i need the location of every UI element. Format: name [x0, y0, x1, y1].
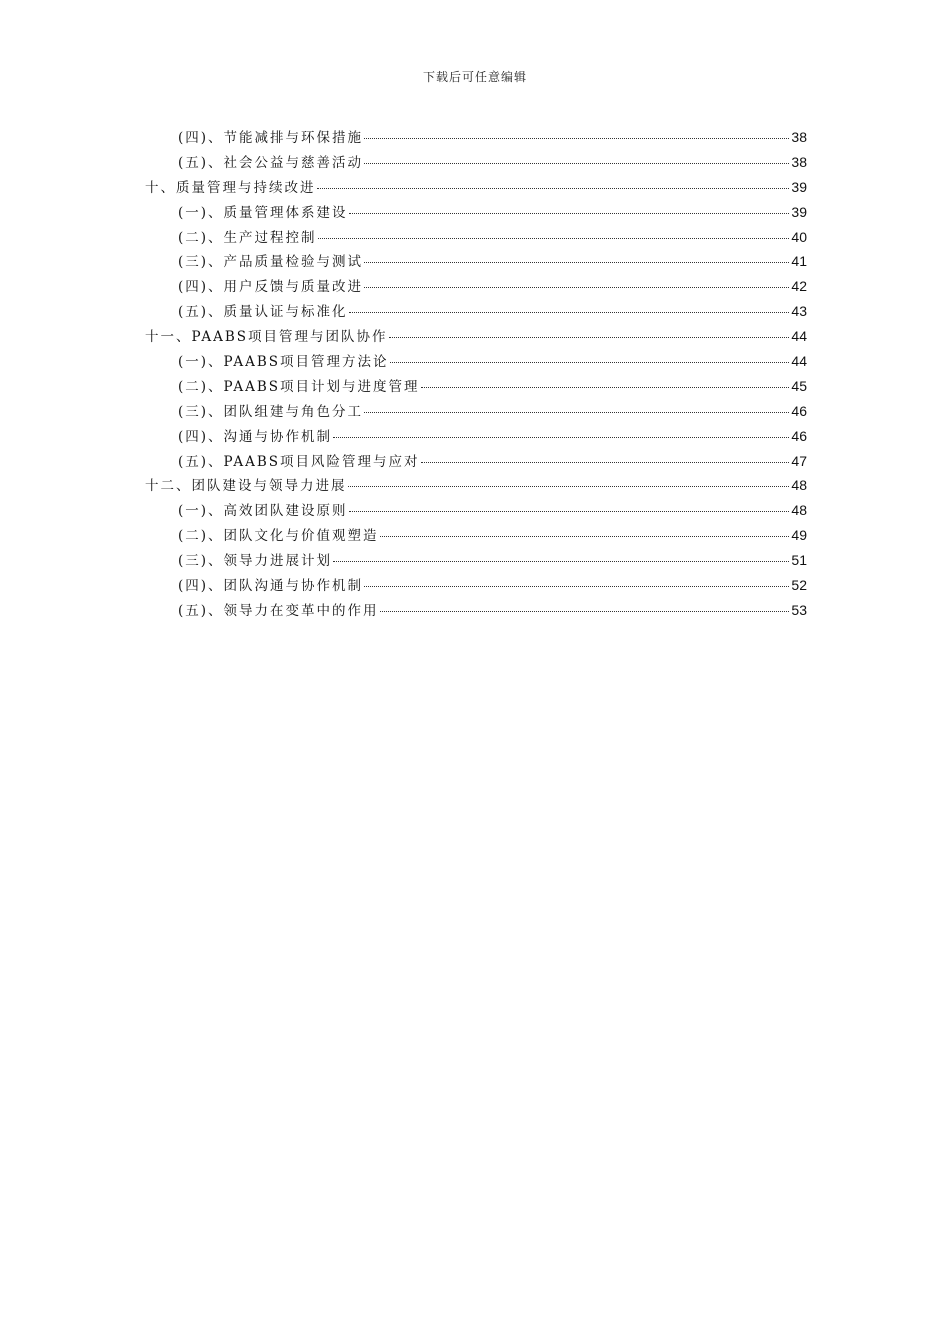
toc-page-number: 48: [791, 502, 807, 519]
toc-entry-title: (五)、领导力在变革中的作用: [178, 602, 379, 619]
toc-section-entry[interactable]: [145, 499, 807, 524]
toc-entry-title: (五)、社会公益与慈善活动: [178, 154, 364, 171]
toc-entry-title: (五)、质量认证与标准化: [178, 304, 348, 321]
toc-page-number: 43: [791, 303, 807, 320]
toc-section-entry[interactable]: [145, 226, 807, 251]
toc-dot-leader: [333, 437, 789, 438]
toc-page-number: 49: [791, 527, 807, 544]
toc-page-number: 38: [791, 153, 807, 170]
toc-entry-title: (二)、团队文化与价值观塑造: [178, 528, 379, 545]
toc-page-number: 42: [791, 278, 807, 295]
toc-entry-title: (二)、PAABS项目计划与进度管理: [178, 378, 420, 395]
toc-page-number: 39: [791, 178, 807, 195]
toc-dot-leader: [364, 586, 789, 587]
toc-section-entry[interactable]: [145, 400, 807, 425]
toc-dot-leader: [380, 611, 790, 612]
toc-entry-title: (四)、用户反馈与质量改进: [178, 279, 364, 296]
table-of-contents: [145, 126, 807, 624]
toc-dot-leader: [364, 287, 789, 288]
toc-dot-leader: [349, 312, 790, 313]
toc-section-entry[interactable]: [145, 201, 807, 226]
toc-page-number: 40: [791, 228, 807, 245]
toc-page-number: 53: [791, 601, 807, 618]
toc-page-number: 47: [791, 452, 807, 469]
toc-section-entry[interactable]: [145, 126, 807, 151]
toc-chapter-entry[interactable]: [145, 176, 807, 201]
toc-dot-leader: [364, 163, 789, 164]
toc-entry-title: (五)、PAABS项目风险管理与应对: [178, 453, 420, 470]
toc-section-entry[interactable]: [145, 574, 807, 599]
toc-dot-leader: [348, 486, 790, 487]
toc-entry-title: (二)、生产过程控制: [178, 229, 317, 246]
toc-dot-leader: [317, 188, 790, 189]
toc-page-number: 51: [791, 552, 807, 569]
toc-section-entry[interactable]: [145, 350, 807, 375]
page-header: 下载后可任意编辑: [422, 70, 527, 84]
toc-dot-leader: [349, 213, 790, 214]
toc-page-number: 44: [791, 353, 807, 370]
toc-dot-leader: [421, 387, 790, 388]
toc-dot-leader: [390, 362, 790, 363]
toc-entry-title: 十一、PAABS项目管理与团队协作: [145, 329, 388, 346]
toc-entry-title: (三)、团队组建与角色分工: [178, 403, 364, 420]
toc-section-entry[interactable]: [145, 275, 807, 300]
toc-chapter-entry[interactable]: [145, 325, 807, 350]
toc-section-entry[interactable]: [145, 425, 807, 450]
toc-entry-title: (一)、PAABS项目管理方法论: [178, 354, 389, 371]
toc-section-entry[interactable]: [145, 300, 807, 325]
toc-entry-title: 十二、团队建设与领导力进展: [145, 478, 347, 495]
toc-dot-leader: [364, 262, 789, 263]
toc-section-entry[interactable]: [145, 250, 807, 275]
toc-page-number: 38: [791, 129, 807, 145]
toc-entry-title: 十、质量管理与持续改进: [145, 179, 316, 196]
toc-entry-title: (一)、质量管理体系建设: [178, 204, 348, 221]
toc-dot-leader: [333, 561, 789, 562]
toc-dot-leader: [380, 536, 790, 537]
toc-section-entry[interactable]: [145, 450, 807, 475]
toc-section-entry[interactable]: [145, 549, 807, 574]
toc-dot-leader: [318, 238, 790, 239]
toc-entry-title: (四)、沟通与协作机制: [178, 428, 333, 445]
toc-page-number: 41: [791, 253, 807, 270]
toc-entry-title: (一)、高效团队建设原则: [178, 503, 348, 520]
toc-page-number: 45: [791, 377, 807, 394]
toc-dot-leader: [364, 138, 789, 139]
toc-entry-title: (三)、产品质量检验与测试: [178, 254, 364, 271]
toc-entry-title: (四)、节能减排与环保措施: [178, 130, 364, 146]
toc-dot-leader: [364, 412, 789, 413]
toc-section-entry[interactable]: [145, 375, 807, 400]
toc-page-number: 39: [791, 203, 807, 220]
toc-entry-title: (四)、团队沟通与协作机制: [178, 578, 364, 595]
toc-page-number: 52: [791, 577, 807, 594]
toc-entry-title: (三)、领导力进展计划: [178, 553, 333, 570]
toc-dot-leader: [389, 337, 790, 338]
toc-page-number: 44: [791, 328, 807, 345]
toc-page-number: 46: [791, 427, 807, 444]
toc-section-entry[interactable]: [145, 524, 807, 549]
toc-dot-leader: [349, 511, 790, 512]
toc-section-entry[interactable]: [145, 151, 807, 176]
toc-dot-leader: [421, 462, 790, 463]
toc-page-number: 48: [791, 477, 807, 494]
toc-section-entry[interactable]: [145, 599, 807, 624]
toc-chapter-entry[interactable]: [145, 474, 807, 499]
toc-page-number: 46: [791, 402, 807, 419]
